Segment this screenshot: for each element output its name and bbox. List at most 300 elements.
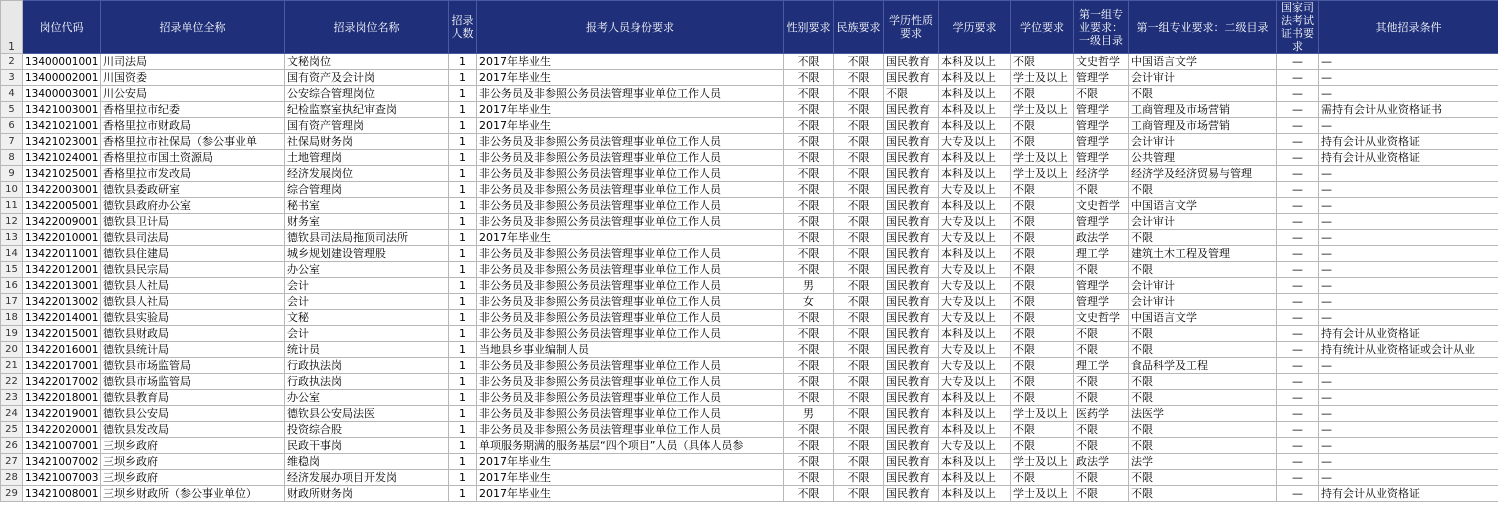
table-cell[interactable]: 学士及以上: [1011, 486, 1074, 502]
header-cell[interactable]: 招录单位全称: [101, 1, 285, 54]
table-cell[interactable]: 国民教育: [884, 486, 939, 502]
table-cell[interactable]: 不限: [834, 390, 884, 406]
table-cell[interactable]: 1: [449, 342, 477, 358]
row-number[interactable]: 3: [1, 70, 23, 86]
table-cell[interactable]: 国民教育: [884, 262, 939, 278]
table-cell[interactable]: 不限: [1074, 326, 1129, 342]
table-cell[interactable]: 本科及以上: [939, 150, 1011, 166]
table-cell[interactable]: —: [1277, 54, 1319, 70]
header-cell[interactable]: 第一组专业要求：二级目录: [1129, 1, 1277, 54]
row-number[interactable]: 27: [1, 454, 23, 470]
table-cell[interactable]: —: [1277, 486, 1319, 502]
table-cell[interactable]: 持有会计从业资格证: [1319, 486, 1498, 502]
table-cell[interactable]: 不限: [834, 262, 884, 278]
table-cell[interactable]: 不限: [1074, 470, 1129, 486]
table-cell[interactable]: 本科及以上: [939, 422, 1011, 438]
table-cell[interactable]: 不限: [784, 150, 834, 166]
table-cell[interactable]: 社保局财务岗: [285, 134, 449, 150]
table-cell[interactable]: —: [1277, 182, 1319, 198]
table-cell[interactable]: 不限: [784, 102, 834, 118]
row-number[interactable]: 19: [1, 326, 23, 342]
table-cell[interactable]: 川国资委: [101, 70, 285, 86]
table-cell[interactable]: 法医学: [1129, 406, 1277, 422]
row-number[interactable]: 22: [1, 374, 23, 390]
table-cell[interactable]: 1: [449, 294, 477, 310]
table-cell[interactable]: 国民教育: [884, 246, 939, 262]
table-cell[interactable]: 川公安局: [101, 86, 285, 102]
table-cell[interactable]: 2017年毕业生: [477, 230, 784, 246]
table-cell[interactable]: 德钦县政府办公室: [101, 198, 285, 214]
table-cell[interactable]: 国民教育: [884, 230, 939, 246]
row-number[interactable]: 23: [1, 390, 23, 406]
header-cell[interactable]: 招录岗位名称: [285, 1, 449, 54]
table-cell[interactable]: 不限: [834, 182, 884, 198]
table-cell[interactable]: 德钦县民宗局: [101, 262, 285, 278]
table-cell[interactable]: 非公务员及非参照公务员法管理事业单位工作人员: [477, 86, 784, 102]
table-cell[interactable]: 不限: [834, 246, 884, 262]
table-cell[interactable]: 13422020001: [23, 422, 101, 438]
table-cell[interactable]: 2017年毕业生: [477, 70, 784, 86]
table-cell[interactable]: —: [1319, 310, 1498, 326]
table-cell[interactable]: 国民教育: [884, 454, 939, 470]
table-cell[interactable]: 13421007001: [23, 438, 101, 454]
table-cell[interactable]: 理工学: [1074, 246, 1129, 262]
table-cell[interactable]: 大专及以上: [939, 262, 1011, 278]
table-cell[interactable]: 统计员: [285, 342, 449, 358]
table-cell[interactable]: 德钦县教育局: [101, 390, 285, 406]
row-number[interactable]: 15: [1, 262, 23, 278]
table-cell[interactable]: 不限: [884, 86, 939, 102]
table-cell[interactable]: —: [1319, 294, 1498, 310]
table-cell[interactable]: 大专及以上: [939, 438, 1011, 454]
table-cell[interactable]: 不限: [784, 86, 834, 102]
table-cell[interactable]: 本科及以上: [939, 102, 1011, 118]
table-cell[interactable]: 管理学: [1074, 134, 1129, 150]
table-cell[interactable]: 公安综合管理岗位: [285, 86, 449, 102]
table-cell[interactable]: 1: [449, 118, 477, 134]
table-cell[interactable]: —: [1277, 230, 1319, 246]
table-cell[interactable]: 不限: [1074, 438, 1129, 454]
table-cell[interactable]: 会计: [285, 326, 449, 342]
table-cell[interactable]: 13421023001: [23, 134, 101, 150]
table-cell[interactable]: —: [1319, 86, 1498, 102]
table-cell[interactable]: 不限: [1011, 198, 1074, 214]
table-cell[interactable]: 不限: [1129, 326, 1277, 342]
table-cell[interactable]: 国民教育: [884, 102, 939, 118]
table-cell[interactable]: 国民教育: [884, 310, 939, 326]
table-cell[interactable]: —: [1277, 102, 1319, 118]
table-cell[interactable]: 1: [449, 326, 477, 342]
table-cell[interactable]: 建筑土木工程及管理: [1129, 246, 1277, 262]
table-cell[interactable]: 2017年毕业生: [477, 102, 784, 118]
table-cell[interactable]: 13422016001: [23, 342, 101, 358]
table-cell[interactable]: 管理学: [1074, 118, 1129, 134]
table-cell[interactable]: 1: [449, 454, 477, 470]
table-cell[interactable]: 本科及以上: [939, 86, 1011, 102]
table-cell[interactable]: —: [1277, 310, 1319, 326]
table-cell[interactable]: —: [1319, 390, 1498, 406]
table-cell[interactable]: 办公室: [285, 390, 449, 406]
table-cell[interactable]: 不限: [1011, 342, 1074, 358]
table-cell[interactable]: 2017年毕业生: [477, 54, 784, 70]
header-cell[interactable]: 学历性质要求: [884, 1, 939, 54]
table-cell[interactable]: 不限: [784, 358, 834, 374]
table-cell[interactable]: 办公室: [285, 262, 449, 278]
table-cell[interactable]: 经济发展办项目开发岗: [285, 470, 449, 486]
table-cell[interactable]: 大专及以上: [939, 310, 1011, 326]
table-cell[interactable]: 会计: [285, 294, 449, 310]
row-number[interactable]: 12: [1, 214, 23, 230]
table-cell[interactable]: 国民教育: [884, 438, 939, 454]
row-number[interactable]: 10: [1, 182, 23, 198]
table-cell[interactable]: 1: [449, 54, 477, 70]
table-cell[interactable]: 1: [449, 486, 477, 502]
table-cell[interactable]: 不限: [784, 374, 834, 390]
table-cell[interactable]: 1: [449, 214, 477, 230]
table-cell[interactable]: —: [1277, 262, 1319, 278]
table-cell[interactable]: 财政所财务岗: [285, 486, 449, 502]
table-cell[interactable]: 管理学: [1074, 150, 1129, 166]
table-cell[interactable]: —: [1277, 86, 1319, 102]
table-cell[interactable]: —: [1277, 246, 1319, 262]
table-cell[interactable]: 需持有会计从业资格证书: [1319, 102, 1498, 118]
header-cell[interactable]: 报考人员身份要求: [477, 1, 784, 54]
table-cell[interactable]: 1: [449, 310, 477, 326]
table-cell[interactable]: 13400002001: [23, 70, 101, 86]
table-cell[interactable]: —: [1319, 198, 1498, 214]
table-cell[interactable]: 不限: [784, 342, 834, 358]
table-cell[interactable]: —: [1319, 246, 1498, 262]
table-cell[interactable]: 不限: [1011, 86, 1074, 102]
table-cell[interactable]: 国民教育: [884, 54, 939, 70]
table-cell[interactable]: 1: [449, 470, 477, 486]
table-cell[interactable]: 1: [449, 358, 477, 374]
table-cell[interactable]: 国民教育: [884, 118, 939, 134]
table-cell[interactable]: 本科及以上: [939, 406, 1011, 422]
table-cell[interactable]: 大专及以上: [939, 294, 1011, 310]
table-cell[interactable]: 经济发展岗位: [285, 166, 449, 182]
table-cell[interactable]: 财务室: [285, 214, 449, 230]
table-cell[interactable]: 本科及以上: [939, 70, 1011, 86]
table-cell[interactable]: 三坝乡财政所（参公事业单位）: [101, 486, 285, 502]
table-cell[interactable]: 德钦县卫计局: [101, 214, 285, 230]
table-cell[interactable]: 管理学: [1074, 294, 1129, 310]
table-cell[interactable]: 13421024001: [23, 150, 101, 166]
table-cell[interactable]: —: [1277, 198, 1319, 214]
table-cell[interactable]: 香格里拉市国土资源局: [101, 150, 285, 166]
table-cell[interactable]: 持有会计从业资格证: [1319, 134, 1498, 150]
table-cell[interactable]: 本科及以上: [939, 486, 1011, 502]
table-cell[interactable]: 不限: [1011, 278, 1074, 294]
table-cell[interactable]: 大专及以上: [939, 134, 1011, 150]
table-cell[interactable]: —: [1277, 214, 1319, 230]
table-cell[interactable]: 非公务员及非参照公务员法管理事业单位工作人员: [477, 390, 784, 406]
table-cell[interactable]: —: [1277, 358, 1319, 374]
table-cell[interactable]: 不限: [784, 326, 834, 342]
header-cell[interactable]: 性别要求: [784, 1, 834, 54]
table-cell[interactable]: 纪检监察室执纪审查岗: [285, 102, 449, 118]
row-number[interactable]: 6: [1, 118, 23, 134]
row-number[interactable]: 1: [1, 1, 23, 54]
table-cell[interactable]: 不限: [784, 230, 834, 246]
table-cell[interactable]: 非公务员及非参照公务员法管理事业单位工作人员: [477, 310, 784, 326]
row-number[interactable]: 18: [1, 310, 23, 326]
table-cell[interactable]: 不限: [784, 70, 834, 86]
table-cell[interactable]: —: [1277, 438, 1319, 454]
table-cell[interactable]: 不限: [784, 182, 834, 198]
table-cell[interactable]: 文史哲学: [1074, 54, 1129, 70]
table-cell[interactable]: 大专及以上: [939, 230, 1011, 246]
table-cell[interactable]: 经济学及经济贸易与管理: [1129, 166, 1277, 182]
table-cell[interactable]: 不限: [1129, 86, 1277, 102]
table-cell[interactable]: 1: [449, 182, 477, 198]
table-cell[interactable]: 法学: [1129, 454, 1277, 470]
table-cell[interactable]: 不限: [1011, 230, 1074, 246]
table-cell[interactable]: 13421021001: [23, 118, 101, 134]
row-number[interactable]: 4: [1, 86, 23, 102]
table-cell[interactable]: 不限: [1074, 486, 1129, 502]
header-cell[interactable]: 第一组专业要求：一级目录: [1074, 1, 1129, 54]
table-cell[interactable]: 德钦县司法局拖顶司法所: [285, 230, 449, 246]
table-cell[interactable]: —: [1319, 230, 1498, 246]
table-cell[interactable]: 食品科学及工程: [1129, 358, 1277, 374]
table-cell[interactable]: 不限: [834, 406, 884, 422]
table-cell[interactable]: 1: [449, 246, 477, 262]
table-cell[interactable]: 不限: [1129, 486, 1277, 502]
table-cell[interactable]: 不限: [1129, 470, 1277, 486]
table-cell[interactable]: —: [1277, 422, 1319, 438]
table-cell[interactable]: 文秘岗位: [285, 54, 449, 70]
table-cell[interactable]: 本科及以上: [939, 166, 1011, 182]
table-cell[interactable]: 非公务员及非参照公务员法管理事业单位工作人员: [477, 150, 784, 166]
table-cell[interactable]: —: [1319, 422, 1498, 438]
table-cell[interactable]: 1: [449, 86, 477, 102]
table-cell[interactable]: 13422010001: [23, 230, 101, 246]
table-cell[interactable]: 会计审计: [1129, 278, 1277, 294]
table-cell[interactable]: 不限: [1011, 326, 1074, 342]
table-cell[interactable]: —: [1319, 214, 1498, 230]
table-cell[interactable]: —: [1277, 166, 1319, 182]
header-cell[interactable]: 其他招录条件: [1319, 1, 1498, 54]
table-cell[interactable]: 会计审计: [1129, 214, 1277, 230]
header-cell[interactable]: 学历要求: [939, 1, 1011, 54]
table-cell[interactable]: 1: [449, 278, 477, 294]
table-cell[interactable]: 三坝乡政府: [101, 470, 285, 486]
table-cell[interactable]: —: [1277, 70, 1319, 86]
table-cell[interactable]: 本科及以上: [939, 118, 1011, 134]
table-cell[interactable]: 13422015001: [23, 326, 101, 342]
table-cell[interactable]: —: [1319, 54, 1498, 70]
table-cell[interactable]: 政法学: [1074, 230, 1129, 246]
table-cell[interactable]: 不限: [834, 358, 884, 374]
table-cell[interactable]: 中国语言文学: [1129, 198, 1277, 214]
table-cell[interactable]: 本科及以上: [939, 326, 1011, 342]
table-cell[interactable]: 不限: [1074, 342, 1129, 358]
table-cell[interactable]: 不限: [834, 438, 884, 454]
table-cell[interactable]: 学士及以上: [1011, 454, 1074, 470]
table-cell[interactable]: 政法学: [1074, 454, 1129, 470]
table-cell[interactable]: 不限: [834, 214, 884, 230]
table-cell[interactable]: 1: [449, 390, 477, 406]
table-cell[interactable]: 不限: [834, 486, 884, 502]
table-cell[interactable]: 不限: [1074, 374, 1129, 390]
table-cell[interactable]: 不限: [834, 422, 884, 438]
table-cell[interactable]: 三坝乡政府: [101, 438, 285, 454]
table-cell[interactable]: 学士及以上: [1011, 406, 1074, 422]
table-cell[interactable]: 不限: [1011, 134, 1074, 150]
table-cell[interactable]: 不限: [834, 454, 884, 470]
table-cell[interactable]: 国民教育: [884, 70, 939, 86]
table-cell[interactable]: 本科及以上: [939, 454, 1011, 470]
table-cell[interactable]: 不限: [1129, 262, 1277, 278]
table-cell[interactable]: 不限: [1011, 374, 1074, 390]
table-cell[interactable]: 1: [449, 374, 477, 390]
table-cell[interactable]: —: [1277, 470, 1319, 486]
table-cell[interactable]: —: [1319, 278, 1498, 294]
table-cell[interactable]: 经济学: [1074, 166, 1129, 182]
table-cell[interactable]: 管理学: [1074, 214, 1129, 230]
table-cell[interactable]: 管理学: [1074, 70, 1129, 86]
row-number[interactable]: 28: [1, 470, 23, 486]
table-cell[interactable]: 管理学: [1074, 278, 1129, 294]
table-cell[interactable]: 文秘: [285, 310, 449, 326]
table-cell[interactable]: 2017年毕业生: [477, 118, 784, 134]
table-cell[interactable]: 管理学: [1074, 102, 1129, 118]
row-number[interactable]: 24: [1, 406, 23, 422]
header-cell[interactable]: 学位要求: [1011, 1, 1074, 54]
table-cell[interactable]: 非公务员及非参照公务员法管理事业单位工作人员: [477, 422, 784, 438]
table-cell[interactable]: 香格里拉市发改局: [101, 166, 285, 182]
table-cell[interactable]: 不限: [1011, 182, 1074, 198]
table-cell[interactable]: 德钦县人社局: [101, 294, 285, 310]
row-number[interactable]: 14: [1, 246, 23, 262]
table-cell[interactable]: 不限: [784, 390, 834, 406]
table-cell[interactable]: 本科及以上: [939, 246, 1011, 262]
table-cell[interactable]: 不限: [834, 342, 884, 358]
table-cell[interactable]: 香格里拉市纪委: [101, 102, 285, 118]
table-cell[interactable]: 不限: [834, 470, 884, 486]
table-cell[interactable]: 国民教育: [884, 166, 939, 182]
table-cell[interactable]: 不限: [1129, 182, 1277, 198]
table-cell[interactable]: 不限: [784, 118, 834, 134]
table-cell[interactable]: 国民教育: [884, 390, 939, 406]
table-cell[interactable]: —: [1277, 454, 1319, 470]
table-cell[interactable]: 非公务员及非参照公务员法管理事业单位工作人员: [477, 182, 784, 198]
header-cell[interactable]: 民族要求: [834, 1, 884, 54]
table-cell[interactable]: 会计审计: [1129, 70, 1277, 86]
header-cell[interactable]: 招录人数: [449, 1, 477, 54]
table-cell[interactable]: 13422013002: [23, 294, 101, 310]
table-cell[interactable]: 大专及以上: [939, 214, 1011, 230]
table-cell[interactable]: 不限: [1011, 118, 1074, 134]
table-cell[interactable]: 不限: [784, 166, 834, 182]
row-number[interactable]: 25: [1, 422, 23, 438]
table-cell[interactable]: 本科及以上: [939, 470, 1011, 486]
table-cell[interactable]: —: [1319, 358, 1498, 374]
row-number[interactable]: 20: [1, 342, 23, 358]
table-cell[interactable]: 不限: [1074, 182, 1129, 198]
table-cell[interactable]: 中国语言文学: [1129, 54, 1277, 70]
table-cell[interactable]: 不限: [1074, 262, 1129, 278]
table-cell[interactable]: 不限: [1011, 294, 1074, 310]
row-number[interactable]: 29: [1, 486, 23, 502]
table-cell[interactable]: —: [1277, 134, 1319, 150]
table-cell[interactable]: —: [1277, 406, 1319, 422]
table-cell[interactable]: 不限: [784, 422, 834, 438]
table-cell[interactable]: 工商管理及市场营销: [1129, 102, 1277, 118]
table-cell[interactable]: 男: [784, 278, 834, 294]
table-cell[interactable]: 大专及以上: [939, 358, 1011, 374]
table-cell[interactable]: 国有资产管理岗: [285, 118, 449, 134]
table-cell[interactable]: 13422014001: [23, 310, 101, 326]
table-cell[interactable]: 不限: [834, 294, 884, 310]
table-cell[interactable]: 德钦县实验局: [101, 310, 285, 326]
table-cell[interactable]: 1: [449, 70, 477, 86]
table-cell[interactable]: —: [1319, 70, 1498, 86]
table-cell[interactable]: 国民教育: [884, 214, 939, 230]
table-cell[interactable]: —: [1319, 166, 1498, 182]
table-cell[interactable]: 德钦县发改局: [101, 422, 285, 438]
table-cell[interactable]: 大专及以上: [939, 278, 1011, 294]
table-cell[interactable]: 香格里拉市社保局（参公事业单: [101, 134, 285, 150]
table-cell[interactable]: —: [1319, 454, 1498, 470]
table-cell[interactable]: 维稳岗: [285, 454, 449, 470]
table-cell[interactable]: 13400001001: [23, 54, 101, 70]
table-cell[interactable]: 行政执法岗: [285, 358, 449, 374]
table-cell[interactable]: 三坝乡政府: [101, 454, 285, 470]
table-cell[interactable]: —: [1277, 278, 1319, 294]
table-cell[interactable]: 持有会计从业资格证: [1319, 150, 1498, 166]
table-cell[interactable]: 不限: [784, 54, 834, 70]
table-cell[interactable]: 行政执法岗: [285, 374, 449, 390]
table-cell[interactable]: 13421003001: [23, 102, 101, 118]
table-cell[interactable]: 会计: [285, 278, 449, 294]
table-cell[interactable]: 不限: [784, 470, 834, 486]
table-cell[interactable]: 不限: [1129, 390, 1277, 406]
table-cell[interactable]: 13422011001: [23, 246, 101, 262]
table-cell[interactable]: 会计审计: [1129, 134, 1277, 150]
table-cell[interactable]: 13422012001: [23, 262, 101, 278]
table-cell[interactable]: 大专及以上: [939, 182, 1011, 198]
table-cell[interactable]: 投资综合股: [285, 422, 449, 438]
table-cell[interactable]: 不限: [1011, 214, 1074, 230]
table-cell[interactable]: 1: [449, 150, 477, 166]
table-cell[interactable]: 不限: [834, 86, 884, 102]
table-cell[interactable]: 不限: [834, 166, 884, 182]
table-cell[interactable]: 不限: [834, 230, 884, 246]
table-cell[interactable]: 13422013001: [23, 278, 101, 294]
table-cell[interactable]: 不限: [1011, 358, 1074, 374]
table-cell[interactable]: 本科及以上: [939, 198, 1011, 214]
table-cell[interactable]: 理工学: [1074, 358, 1129, 374]
table-cell[interactable]: 13422003001: [23, 182, 101, 198]
table-cell[interactable]: 国民教育: [884, 358, 939, 374]
table-cell[interactable]: 国民教育: [884, 278, 939, 294]
row-number[interactable]: 17: [1, 294, 23, 310]
table-cell[interactable]: 持有会计从业资格证: [1319, 326, 1498, 342]
row-number[interactable]: 13: [1, 230, 23, 246]
table-cell[interactable]: 德钦县公安局: [101, 406, 285, 422]
table-cell[interactable]: 不限: [834, 278, 884, 294]
table-cell[interactable]: 不限: [834, 310, 884, 326]
table-cell[interactable]: —: [1319, 182, 1498, 198]
table-cell[interactable]: 不限: [834, 54, 884, 70]
table-cell[interactable]: 不限: [834, 150, 884, 166]
row-number[interactable]: 7: [1, 134, 23, 150]
table-cell[interactable]: 国有资产及会计岗: [285, 70, 449, 86]
table-cell[interactable]: 国民教育: [884, 182, 939, 198]
table-cell[interactable]: 非公务员及非参照公务员法管理事业单位工作人员: [477, 134, 784, 150]
